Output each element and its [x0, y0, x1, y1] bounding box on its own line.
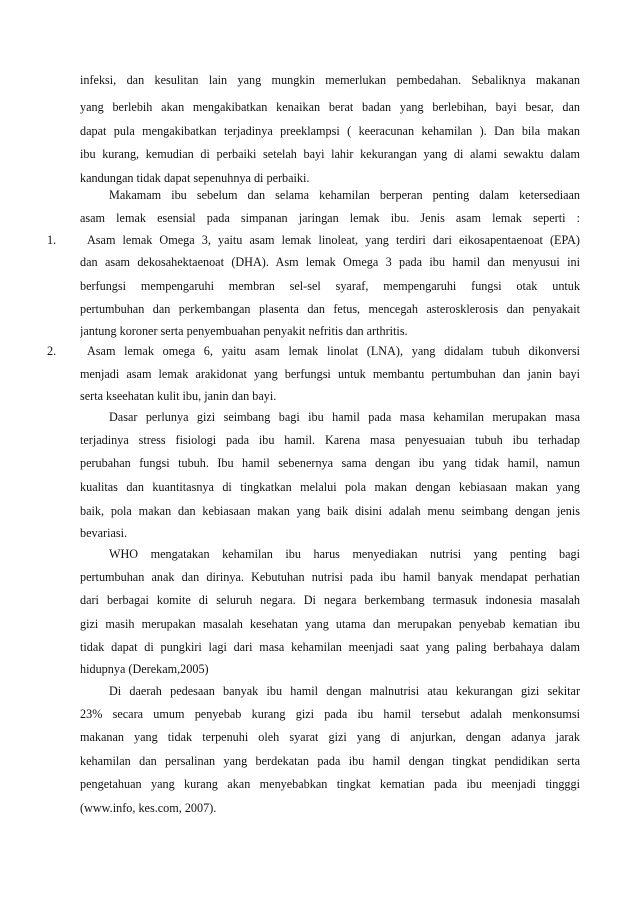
text-line: berfungsi mempengaruhi membran sel-sel syaraf, mempengaruhi fungsi otak untuk: [80, 279, 580, 293]
text-line: gizi masih merupakan masalah kesehatan yang utama dan merupakan penyebab kematian ibu: [80, 617, 580, 631]
text-line: yang berlebih akan mengakibatkan kenaikan berat badan yang berlebihan, bayi besar, dan: [80, 100, 580, 114]
list-item-first-line: Asam lemak Omega 3, yaitu asam lemak linoleat, yang terdiri dari eikosapentaenoat (EPA): [87, 233, 580, 247]
text-line: makanan yang tidak terpenuhi oleh syarat gizi yang di anjurkan, dengan adanya jarak: [80, 730, 580, 744]
text-line: 23% secara umum penyebab kurang gizi pada ibu hamil tersebut adalah menkonsumsi: [80, 707, 580, 721]
text-line: infeksi, dan kesulitan lain yang mungkin memerlukan pembedahan. Sebaliknya makanan: [80, 73, 580, 87]
list-item-first-line: Asam lemak omega 6, yaitu asam lemak linolat (LNA), yang didalam tubuh dikonversi: [87, 344, 580, 358]
text-line: dan asam dekosahektaenoat (DHA). Asm lemak Omega 3 pada ibu hamil dan menyusui ini: [80, 255, 580, 269]
text-line: serta kseehatan kulit ibu, janin dan bayi.: [80, 389, 277, 403]
text-line: kualitas dan kuantitasnya di tingkatkan melalui pola makan dengan kebiasaan makan yang: [80, 480, 580, 494]
list-number: 2.: [47, 344, 57, 358]
text-line: pertumbuhan anak dan dirinya. Kebutuhan nutrisi pada ibu hamil banyak mendapat perhatian: [80, 570, 580, 584]
text-line: jantung koroner serta penyembuahan penyakit nefritis dan arthritis.: [80, 324, 408, 338]
text-line: bevariasi.: [80, 526, 128, 540]
paragraph-first-line: Di daerah pedesaan banyak ibu hamil dengan malnutrisi atau kekurangan gizi sekitar: [109, 684, 580, 698]
text-line: tidak dapat di pungkiri lagi dari masa kehamilan meenjadi saat yang paling berbahaya dalam: [80, 640, 580, 654]
paragraph-first-line: WHO mengatakan kehamilan ibu harus menyediakan nutrisi yang penting bagi: [109, 547, 580, 561]
text-line: terjadinya stress fisiologi pada ibu hamil. Karena masa penyesuaian tubuh ibu terhadap: [80, 433, 580, 447]
text-line: perubahan fungsi tubuh. Ibu hamil sebenernya sama dengan ibu yang tidak hamil, namun: [80, 456, 580, 470]
text-line: dari berbagai komite di seluruh negara. Di negara berkembang termasuk indonesia masalah: [80, 593, 580, 607]
text-line: kandungan tidak dapat sepenuhnya di perbaiki.: [80, 171, 310, 185]
text-line: baik, pola makan dan kebiasaan makan yang baik disini adalah menu seimbang dengan jenis: [80, 504, 580, 518]
text-line: ibu kurang, kemudian di perbaiki setelah bayi lahir kekurangan yang di alami sewaktu dalam: [80, 147, 580, 161]
text-line: (www.info, kes.com, 2007).: [80, 801, 217, 815]
text-line: pengetahuan yang kurang akan menyebabkan tingkat kematian pada ibu meenjadi tingggi: [80, 777, 580, 791]
list-number: 1.: [47, 233, 57, 247]
paragraph-first-line: Makamam ibu sebelum dan selama kehamilan berperan penting dalam ketersediaan: [109, 188, 580, 202]
text-line: kehamilan dan persalinan yang berdekatan pada ibu hamil dengan tingkat pendidikan serta: [80, 754, 580, 768]
paragraph-first-line: Dasar perlunya gizi seimbang bagi ibu hamil pada masa kehamilan merupakan masa: [109, 410, 580, 424]
text-line: asam lemak esensial pada simpanan jaringan lemak ibu. Jenis asam lemak seperti :: [80, 211, 580, 225]
text-line: hidupnya (Derekam,2005): [80, 662, 209, 676]
text-line: pertumbuhan dan perkembangan plasenta dan fetus, mencegah asterosklerosis dan penyakait: [80, 302, 580, 316]
text-line: dapat pula mengakibatkan terjadinya preeklampsi ( keeracunan kehamilan ). Dan bila makan: [80, 124, 580, 138]
text-line: menjadi asam lemak arakidonat yang berfungsi untuk membantu pertumbuhan dan janin bayi: [80, 367, 580, 381]
